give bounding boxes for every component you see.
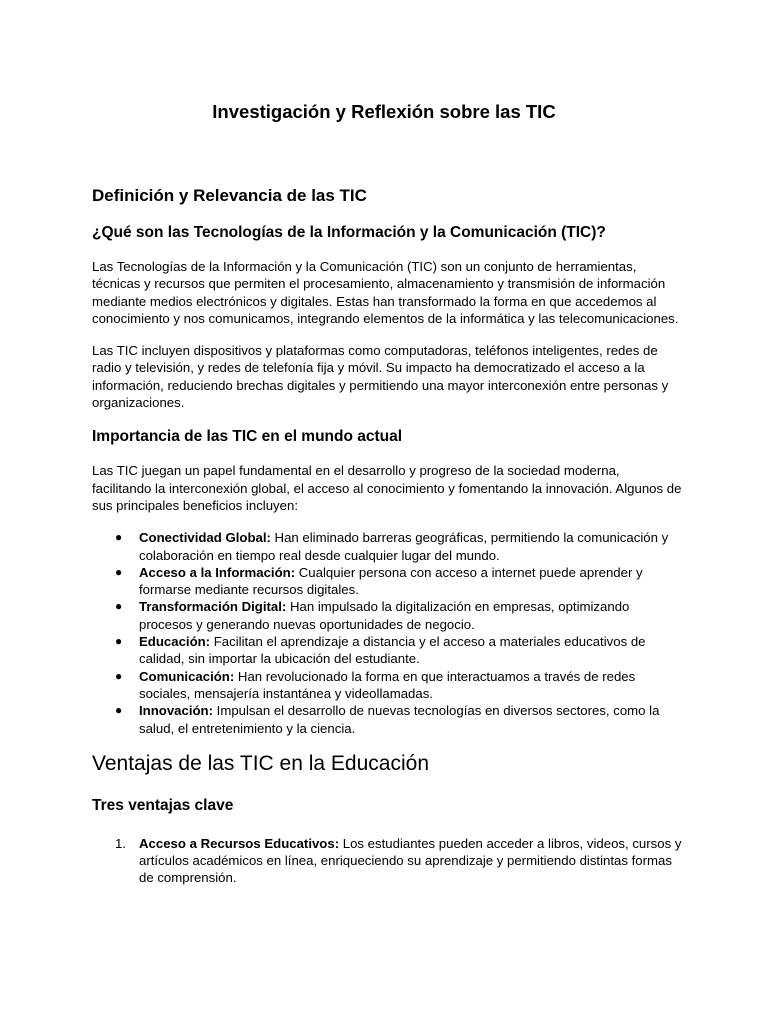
list-item — [115, 702, 682, 737]
bullet-icon: ● — [115, 530, 123, 545]
list-item-text: Han revolucionado la forma en que interactuamos a través de redes sociales, mensajería instantánea y videollamadas. — [139, 668, 636, 701]
subheading-importance: Importancia de las TIC en el mundo actual — [92, 428, 403, 446]
paragraph-devices: Las TIC incluyen dispositivos y plataformas como computadoras, teléfonos inteligentes, redes de radio y televisión, y redes de telefonía fija y móvil. Su impacto ha democratizado el acceso a la información, reduciendo brechas digitales y permitiendo una mayor interconexión entre personas y organizaciones. — [92, 343, 669, 411]
list-item-term: Acceso a la Información: — [139, 564, 296, 580]
list-item-text: Han eliminado barreras geográficas, permitiendo la comunicación y colaboración en tiempo real desde cualquier lugar del mundo. — [139, 530, 669, 563]
list-item-term: Comunicación: — [139, 668, 235, 684]
bullet-icon: ● — [115, 599, 123, 614]
list-item — [115, 529, 682, 564]
list-item-text: Impulsan el desarrollo de nuevas tecnologías en diversos sectores, como la salud, el entretenimiento y la ciencia. — [139, 703, 660, 736]
bullet-icon: ● — [115, 668, 123, 683]
document-body — [92, 184, 682, 887]
list-item-number: 1. — [115, 835, 126, 851]
list-item — [115, 564, 682, 599]
list-item-term: Transformación Digital: — [139, 599, 287, 615]
paragraph-importance-intro: Las TIC juegan un papel fundamental en el desarrollo y progreso de la sociedad moderna, facilitando la interconexión global, el acceso al conocimiento y fomentando la innovación. Algunos de sus principales beneficios incluyen: — [92, 463, 682, 513]
benefits-list — [92, 529, 682, 737]
document-title: Investigación y Reflexión sobre las TIC — [212, 101, 556, 122]
list-item-term: Educación: — [139, 634, 211, 650]
section-heading-definition: Definición y Relevancia de las TIC — [92, 186, 367, 205]
list-item-text: Han impulsado la digitalización en empresas, optimizando procesos y generando nuevas oportunidades de negocio. — [139, 599, 630, 632]
list-item-term: Innovación: — [139, 703, 213, 719]
list-item — [115, 633, 682, 668]
section-heading-advantages: Ventajas de las TIC en la Educación — [92, 751, 429, 775]
bullet-icon: ● — [115, 703, 123, 718]
subheading-three-advantages: Tres ventajas clave — [92, 796, 234, 814]
list-item-term: Acceso a Recursos Educativos: — [139, 835, 340, 851]
list-item-text: Cualquier persona con acceso a internet puede aprender y formarse mediante recursos digitales. — [139, 564, 643, 598]
list-item-text: Facilitan el aprendizaje a distancia y el acceso a materiales educativos de calidad, sin importar la ubicación del estudiante. — [139, 634, 646, 667]
list-item — [115, 598, 682, 633]
list-item — [115, 668, 682, 703]
list-item-text: Los estudiantes pueden acceder a libros, videos, cursos y artículos académicos en línea, enriqueciendo su aprendizaje y permitiendo distintas formas de comprensión. — [139, 835, 682, 886]
paragraph-definition: Las Tecnologías de la Información y la Comunicación (TIC) son un conjunto de herramientas, técnicas y recursos que permiten el procesamiento, almacenamiento y transmisión de información mediante medios electrónicos y digitales. Estas han transformado la forma en que accedemos al conocimiento y nos comunicamos, integrando elementos de la informática y las telecomunicaciones. — [92, 259, 679, 326]
subheading-what-are-tic: ¿Qué son las Tecnologías de la Información y la Comunicación (TIC)? — [92, 224, 606, 241]
bullet-icon: ● — [115, 634, 123, 649]
advantages-list — [92, 835, 682, 887]
list-item-term: Conectividad Global: — [139, 530, 271, 546]
list-item — [115, 835, 682, 887]
bullet-icon: ● — [115, 564, 123, 579]
